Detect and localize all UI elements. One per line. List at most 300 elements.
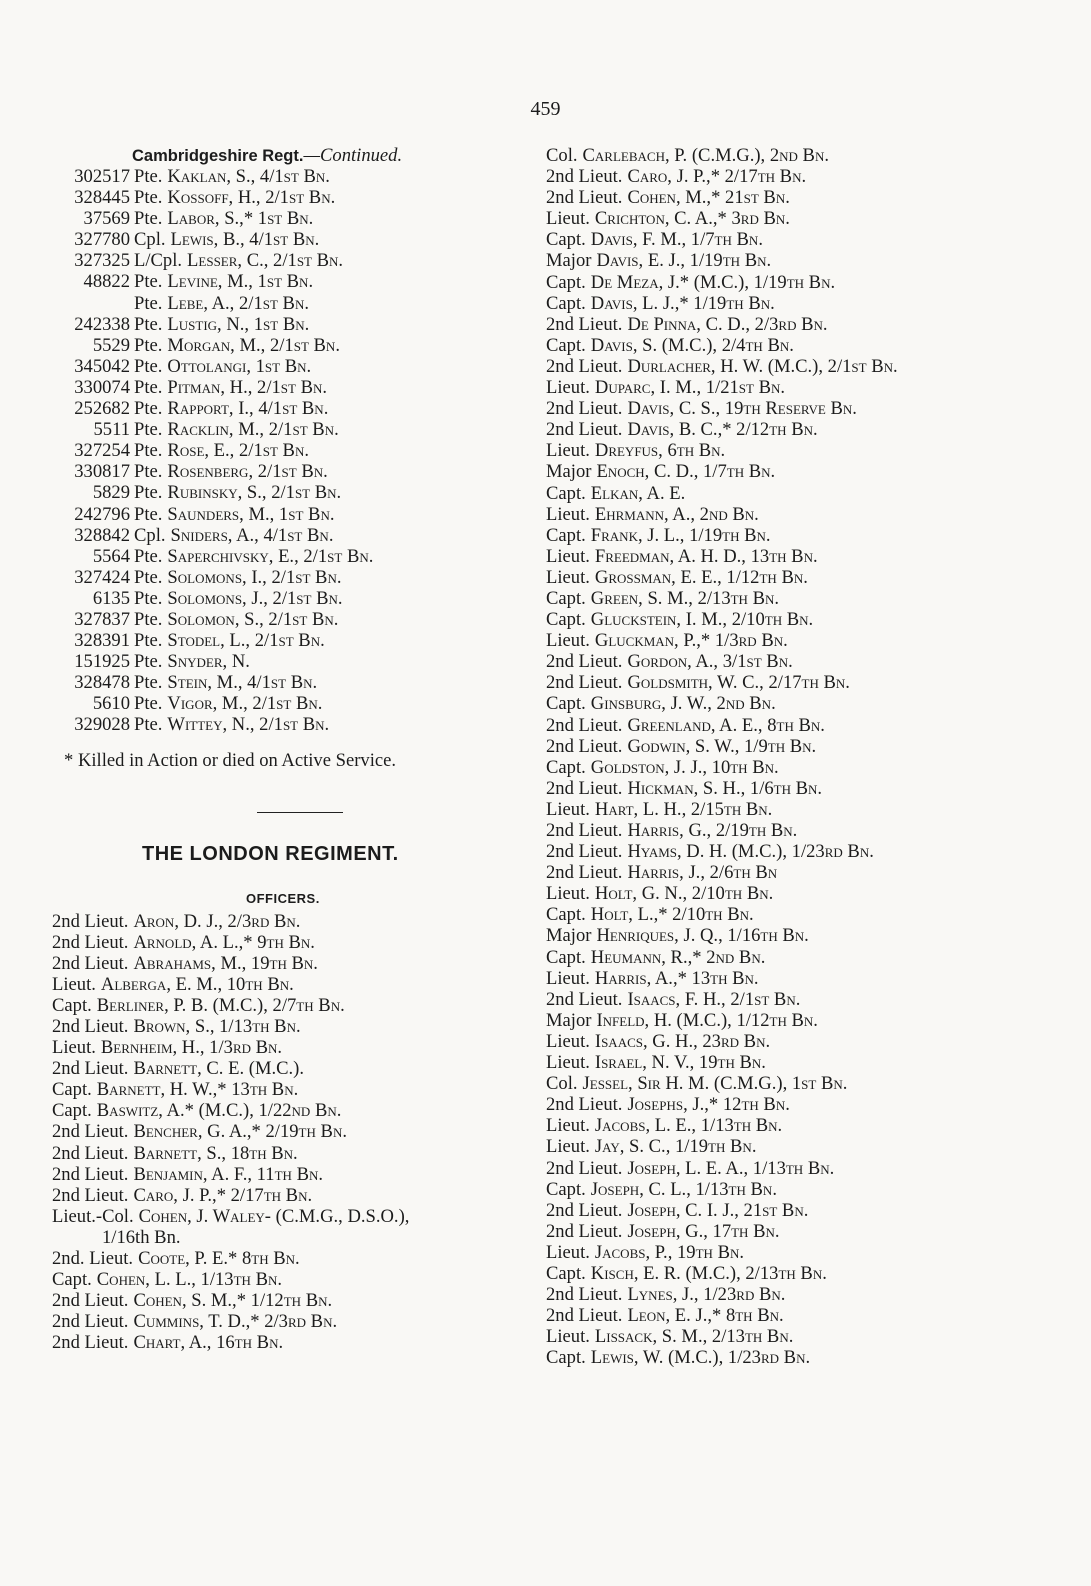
officer-name: Lynes, J., 1/23rd Bn. [627,1284,786,1306]
officer-entry [546,187,1066,208]
rank: 2nd Lieut. [546,1094,623,1116]
soldier-name: Solomons, I., 2/1st Bn. [167,566,342,588]
rank: Lieut. [52,973,96,995]
officer-entry [546,609,1066,630]
service-number: 328478 [74,672,130,694]
soldier-entry [52,335,532,356]
officer-entry [546,483,1066,504]
rank: L/Cpl. [134,250,183,272]
officer-name: Grossman, E. E., 1/12th Bn. [594,566,808,588]
officer-name: Arnold, A. L.,* 9th Bn. [133,931,315,953]
officer-name: Aron, D. J., 2/3rd Bn. [133,910,301,932]
officer-name: Hickman, S. H., 1/6th Bn. [627,777,823,799]
officer-entry [546,715,1066,736]
rank: Pte. [134,714,163,736]
rank: Capt. [546,334,586,356]
rank: 2nd Lieut. [52,910,129,932]
officer-name: Godwin, S. W., 1/9th Bn. [627,735,817,757]
service-number: 327780 [74,229,130,251]
soldier-list [52,166,532,736]
service-number: 327424 [74,566,130,588]
service-number: 302517 [74,166,130,187]
service-number [52,293,134,314]
soldier-name: Solomons, J., 2/1st Bn. [167,587,343,609]
service-number: 329028 [74,714,130,736]
section-divider [257,812,343,813]
rank: Lieut. [546,1241,590,1263]
officer-entry [546,904,1066,925]
officer-entry [52,1058,532,1079]
officer-name: Joseph, C. I. J., 21st Bn. [627,1199,809,1221]
officer-entry [546,1200,1066,1221]
officer-name: Cohen, L. L., 1/13th Bn. [96,1269,283,1291]
soldier-entry [52,250,532,271]
rank: Lieut. [546,503,590,525]
officer-entry [52,1248,532,1269]
officer-entry [546,504,1066,525]
officer-name: Dreyfus, 6th Bn. [594,440,726,462]
rank: 2nd Lieut. [546,862,623,884]
soldier-entry [52,166,532,187]
soldier-entry [52,525,532,546]
officer-list-left [52,911,532,1354]
officer-entry [52,911,532,932]
rank: 2nd Lieut. [546,651,623,673]
officer-name: De Meza, J.* (M.C.), 1/19th Bn. [590,271,836,293]
rank: Pte. [134,313,163,335]
rank: Pte. [134,292,163,314]
rank: 2nd Lieut. [546,1220,623,1242]
rank: Pte. [134,566,163,588]
officer-name: Cohen, M.,* 21st Bn. [627,187,790,209]
rank: Lieut. [52,1037,96,1059]
rank: Major [546,461,592,483]
rank: Capt. [546,271,586,293]
officer-name: De Pinna, C. D., 2/3rd Bn. [627,313,828,335]
officer-name: Ehrmann, A., 2nd Bn. [594,503,759,525]
rank: Pte. [134,166,163,187]
officer-name: 1/16th Bn. [102,1226,181,1248]
rank: 2nd Lieut. [546,1284,623,1306]
rank: 2nd Lieut. [52,1290,129,1312]
rank: Capt. [546,1178,586,1200]
service-number: 327254 [74,440,130,462]
rank: Capt. [546,756,586,778]
officer-name: Jay, S. C., 1/19th Bn. [594,1136,757,1158]
officer-name: Kisch, E. R. (M.C.), 2/13th Bn. [590,1262,827,1284]
officer-name: Benjamin, A. F., 11th Bn. [133,1163,324,1185]
soldier-entry [52,672,532,693]
officer-name: Israel, N. V., 19th Bn. [594,1052,766,1074]
service-number: 252682 [74,398,130,420]
officer-entry [546,1326,1066,1347]
officer-name: Hyams, D. H. (M.C.), 1/23rd Bn. [627,841,874,863]
officer-name: Davis, L. J.,* 1/19th Bn. [590,292,775,314]
officer-entry [52,1206,532,1227]
rank: 2nd. Lieut. [52,1248,134,1270]
rank: 2nd Lieut. [52,1142,129,1164]
officer-name: Frank, J. L., 1/19th Bn. [590,524,771,546]
officer-entry [546,1136,1066,1157]
officer-entry [546,398,1066,419]
officer-entry [546,1115,1066,1136]
rank: 2nd Lieut. [52,1332,129,1354]
service-number: 327837 [74,608,130,630]
rank: Col. [546,145,578,166]
rank: Major [546,250,592,272]
officer-entry [546,841,1066,862]
service-number: 5511 [93,419,130,441]
rank: Pte. [134,651,163,673]
rank: 2nd Lieut. [546,841,623,863]
officer-name: Ginsburg, J. W., 2nd Bn. [590,693,776,715]
officer-name: Harris, G., 2/19th Bn. [627,820,798,841]
soldier-name: Kaklan, S., 4/1st Bn. [167,166,330,187]
officer-name: Baswitz, A.* (M.C.), 1/22nd Bn. [96,1100,342,1122]
cambridgeshire-heading [52,145,532,166]
rank: 2nd Lieut. [52,931,129,953]
rank: Pte. [134,545,163,567]
soldier-entry [52,651,532,672]
rank: Lieut. [546,208,590,230]
soldier-entry [52,271,532,292]
rank: Pte. [134,440,163,462]
footnote: * Killed in Action or died on Active Service. [64,749,397,771]
officer-name: Elkan, A. E. [590,482,686,504]
officer-entry [546,989,1066,1010]
rank: Capt. [546,1347,586,1369]
officer-name: Freedman, A. H. D., 13th Bn. [594,545,818,567]
rank: Lieut. [546,377,590,399]
soldier-entry [52,187,532,208]
rank: Lieut. [546,1136,590,1158]
rank: 2nd Lieut. [546,166,623,188]
soldier-name: Stodel, L., 2/1st Bn. [167,630,325,652]
soldier-entry [52,293,532,314]
service-number: 48822 [83,271,130,293]
soldier-name: Labor, S.,* 1st Bn. [167,208,314,230]
officer-entry [546,968,1066,989]
officer-list-right [546,145,1066,1368]
officer-name: Harris, A.,* 13th Bn. [594,967,759,989]
officer-name: Coote, P. E.* 8th Bn. [138,1248,300,1270]
officer-entry [546,419,1066,440]
soldier-name: Rosenberg, 2/1st Bn. [167,461,328,483]
officer-entry [52,1143,532,1164]
service-number: 6135 [92,587,130,609]
officer-entry [546,1284,1066,1305]
service-number: 242796 [74,503,130,525]
rank: 2nd Lieut. [546,820,623,841]
officer-name: Joseph, C. L., 1/13th Bn. [590,1178,777,1200]
officer-entry [546,335,1066,356]
service-number: 5529 [92,334,130,356]
rank: Cpl. [134,229,166,251]
rank: 2nd Lieut. [546,398,623,420]
soldier-name: Snyder, N. [167,651,250,673]
rank: Capt. [546,609,586,631]
officer-name: Goldsmith, W. C., 2/17th Bn. [627,672,850,694]
officer-name: Berliner, P. B. (M.C.), 2/7th Bn. [96,994,345,1016]
officer-entry [52,1037,532,1058]
officer-entry [52,974,532,995]
rank: Pte. [134,419,163,441]
officer-entry [546,925,1066,946]
rank: Capt. [546,946,586,968]
soldier-entry [52,398,532,419]
officer-entry [546,630,1066,651]
rank: Lieut. [546,630,590,652]
rank: Pte. [134,608,163,630]
rank: Lieut. [546,883,590,905]
officer-entry [546,145,1066,166]
rank: Capt. [52,1079,92,1101]
rank: 2nd Lieut. [546,419,623,441]
rank: 2nd Lieut. [546,988,623,1010]
soldier-name: Lustig, N., 1st Bn. [167,313,310,335]
officer-name: Bernheim, H., 1/3rd Bn. [100,1037,283,1059]
officer-entry [52,1164,532,1185]
officer-name: Gluckman, P.,* 1/3rd Bn. [594,630,788,652]
officer-name: Infeld, H. (M.C.), 1/12th Bn. [596,1009,818,1031]
continued-label: —Continued. [303,145,403,166]
officer-name: Davis, C. S., 19th Reserve Bn. [627,398,857,420]
service-number: 327325 [74,250,130,272]
rank: 2nd Lieut. [546,313,623,335]
officer-entry [546,1242,1066,1263]
service-number: 5610 [92,693,130,715]
soldier-entry [52,440,532,461]
rank: Pte. [134,587,163,609]
soldier-name: Wittey, N., 2/1st Bn. [167,714,330,736]
officer-name: Durlacher, H. W. (M.C.), 2/1st Bn. [627,355,898,377]
officer-entry [546,799,1066,820]
rank: Lieut. [546,798,590,820]
right-column [546,145,1066,1368]
service-number: 330817 [74,461,130,483]
officer-entry [546,356,1066,377]
officer-name: Cummins, T. D.,* 2/3rd Bn. [133,1311,338,1333]
officer-name: Henriques, J. Q., 1/16th Bn. [596,925,809,947]
officer-name: Brown, S., 1/13th Bn. [133,1016,301,1037]
soldier-name: Vigor, M., 2/1st Bn. [167,693,323,715]
officer-entry [546,588,1066,609]
rank: 2nd Lieut. [546,777,623,799]
rank: 2nd Lieut. [546,1199,623,1221]
officer-name: Davis, B. C.,* 2/12th Bn. [627,419,818,441]
officer-name: Leon, E. J.,* 8th Bn. [627,1305,784,1327]
officer-entry [52,1332,532,1353]
officer-entry [546,314,1066,335]
officer-name: Barnett, H. W.,* 13th Bn. [96,1079,299,1101]
rank: 2nd Lieut. [546,1157,623,1179]
officer-entry [546,1221,1066,1242]
rank: Capt. [546,524,586,546]
officer-name: Abrahams, M., 19th Bn. [133,952,318,974]
rank: Pte. [134,271,163,293]
officer-name: Goldston, J. J., 10th Bn. [590,756,779,778]
officer-name: Jessel, Sir H. M. (C.M.G.), 1st Bn. [582,1073,848,1095]
officer-name: Lewis, W. (M.C.), 1/23rd Bn. [590,1347,811,1369]
officer-name: Josephs, J.,* 12th Bn. [627,1094,790,1116]
service-number: 328842 [74,524,130,546]
service-number: 345042 [74,355,130,377]
rank: Lieut. [546,566,590,588]
officer-entry [546,546,1066,567]
officer-entry [546,757,1066,778]
rank: 2nd Lieut. [52,1121,129,1143]
officer-entry [546,1305,1066,1326]
officer-name: Barnett, C. E. (M.C.). [133,1058,305,1080]
officer-entry [546,1094,1066,1115]
officer-entry [546,567,1066,588]
rank: Pte. [134,482,163,504]
soldier-entry [52,630,532,651]
officer-name: Holt, L.,* 2/10th Bn. [590,904,754,926]
service-number: 5829 [92,482,130,504]
officer-entry [52,932,532,953]
rank: Pte. [134,208,163,230]
soldier-entry [52,377,532,398]
officer-entry [52,1016,532,1037]
officers-heading: OFFICERS. [246,890,320,906]
service-number: 5564 [92,545,130,567]
officer-entry [546,693,1066,714]
officer-name: Lissack, S. M., 2/13th Bn. [594,1326,794,1348]
officer-name: Chart, A., 16th Bn. [133,1332,284,1354]
rank: 2nd Lieut. [52,1311,129,1333]
rank: Pte. [134,693,163,715]
rank: Lieut. [546,967,590,989]
rank: 2nd Lieut. [546,735,623,757]
rank: Lieut. [546,1115,590,1137]
rank: Major [546,1009,592,1031]
service-number: 151925 [74,651,130,673]
rank: 2nd Lieut. [52,1058,129,1080]
officer-name: Gordon, A., 3/1st Bn. [627,651,793,673]
soldier-name: Racklin, M., 2/1st Bn. [167,419,339,441]
officer-name: Joseph, L. E. A., 1/13th Bn. [627,1157,835,1179]
london-regiment-title: THE LONDON REGIMENT. [142,842,399,865]
rank: Capt. [546,904,586,926]
rank: Capt. [52,1269,92,1291]
officer-entry [546,229,1066,250]
rank: Capt. [52,1100,92,1122]
soldier-entry [52,419,532,440]
rank: 2nd Lieut. [546,355,623,377]
officer-entry [52,1185,532,1206]
officer-name: Greenland, A. E., 8th Bn. [627,714,825,736]
officer-name: Caro, J. P.,* 2/17th Bn. [133,1184,313,1206]
officer-entry [546,672,1066,693]
officer-name: Barnett, S., 18th Bn. [133,1142,298,1164]
officer-entry [52,1079,532,1100]
soldier-entry [52,482,532,503]
officer-entry [546,883,1066,904]
rank: Capt. [546,482,586,504]
rank: Pte. [134,376,163,398]
rank: Capt. [546,1262,586,1284]
officer-name: Holt, G. N., 2/10th Bn. [594,883,774,905]
soldier-name: Saperchivsky, E., 2/1st Bn. [167,545,374,567]
rank: Col. [546,1073,578,1095]
rank: 2nd Lieut. [52,1016,129,1037]
officer-entry [546,250,1066,271]
soldier-name: Rubinsky, S., 2/1st Bn. [167,482,342,504]
rank: Lieut. [546,1052,590,1074]
left-column [52,145,532,1354]
officer-name: Jacobs, L. E., 1/13th Bn. [594,1115,783,1137]
service-number: 37569 [83,208,130,230]
rank: Capt. [546,292,586,314]
rank: 2nd Lieut. [52,1163,129,1185]
soldier-name: Rose, E., 2/1st Bn. [167,440,310,462]
officer-entry [546,778,1066,799]
rank: Pte. [134,398,163,420]
soldier-entry [52,208,532,229]
soldier-entry [52,461,532,482]
officer-name: Cohen, J. Waley- (C.M.G., D.S.O.), [138,1205,410,1227]
soldier-name: Sniders, A., 4/1st Bn. [170,524,334,546]
rank: Capt. [546,229,586,251]
officer-name: Joseph, G., 17th Bn. [627,1220,780,1242]
officer-entry [52,1227,532,1248]
officer-name: Crichton, C. A.,* 3rd Bn. [594,208,790,230]
officer-entry [52,1290,532,1311]
soldier-entry [52,229,532,250]
soldier-name: Morgan, M., 2/1st Bn. [167,334,340,356]
officer-entry [546,1073,1066,1094]
officer-name: Caro, J. P.,* 2/17th Bn. [627,166,807,188]
rank: 2nd Lieut. [546,672,623,694]
service-number: 328445 [74,187,130,209]
soldier-name: Pitman, H., 2/1st Bn. [167,376,328,398]
page-number: 459 [530,98,561,120]
rank: Lieut. [546,440,590,462]
officer-name: Jacobs, P., 19th Bn. [594,1241,745,1263]
officer-entry [546,272,1066,293]
officer-entry [546,166,1066,187]
officer-entry [546,208,1066,229]
soldier-entry [52,314,532,335]
rank: Pte. [134,503,163,525]
officer-entry [52,1269,532,1290]
rank: 2nd Lieut. [546,1305,623,1327]
rank: Pte. [134,355,163,377]
soldier-name: Saunders, M., 1st Bn. [167,503,335,525]
soldier-entry [52,356,532,377]
rank: Capt. [52,994,92,1016]
rank: 2nd Lieut. [52,1184,129,1206]
soldier-entry [52,504,532,525]
officer-name: Davis, E. J., 1/19th Bn. [596,250,772,272]
officer-entry [546,651,1066,672]
officer-entry [546,1010,1066,1031]
soldier-entry [52,693,532,714]
service-number: 330074 [74,376,130,398]
rank: Major [546,925,592,947]
officer-entry [546,820,1066,841]
officer-name: Harris, J., 2/6th Bn [627,862,778,884]
soldier-entry [52,714,532,735]
officer-entry [546,461,1066,482]
rank: Lieut. [546,545,590,567]
officer-entry [52,953,532,974]
rank: Capt. [546,587,586,609]
soldier-name: Rapport, I., 4/1st Bn. [167,398,329,420]
officer-name: Hart, L. H., 2/15th Bn. [594,798,773,820]
soldier-name: Lesser, C., 2/1st Bn. [187,250,344,272]
